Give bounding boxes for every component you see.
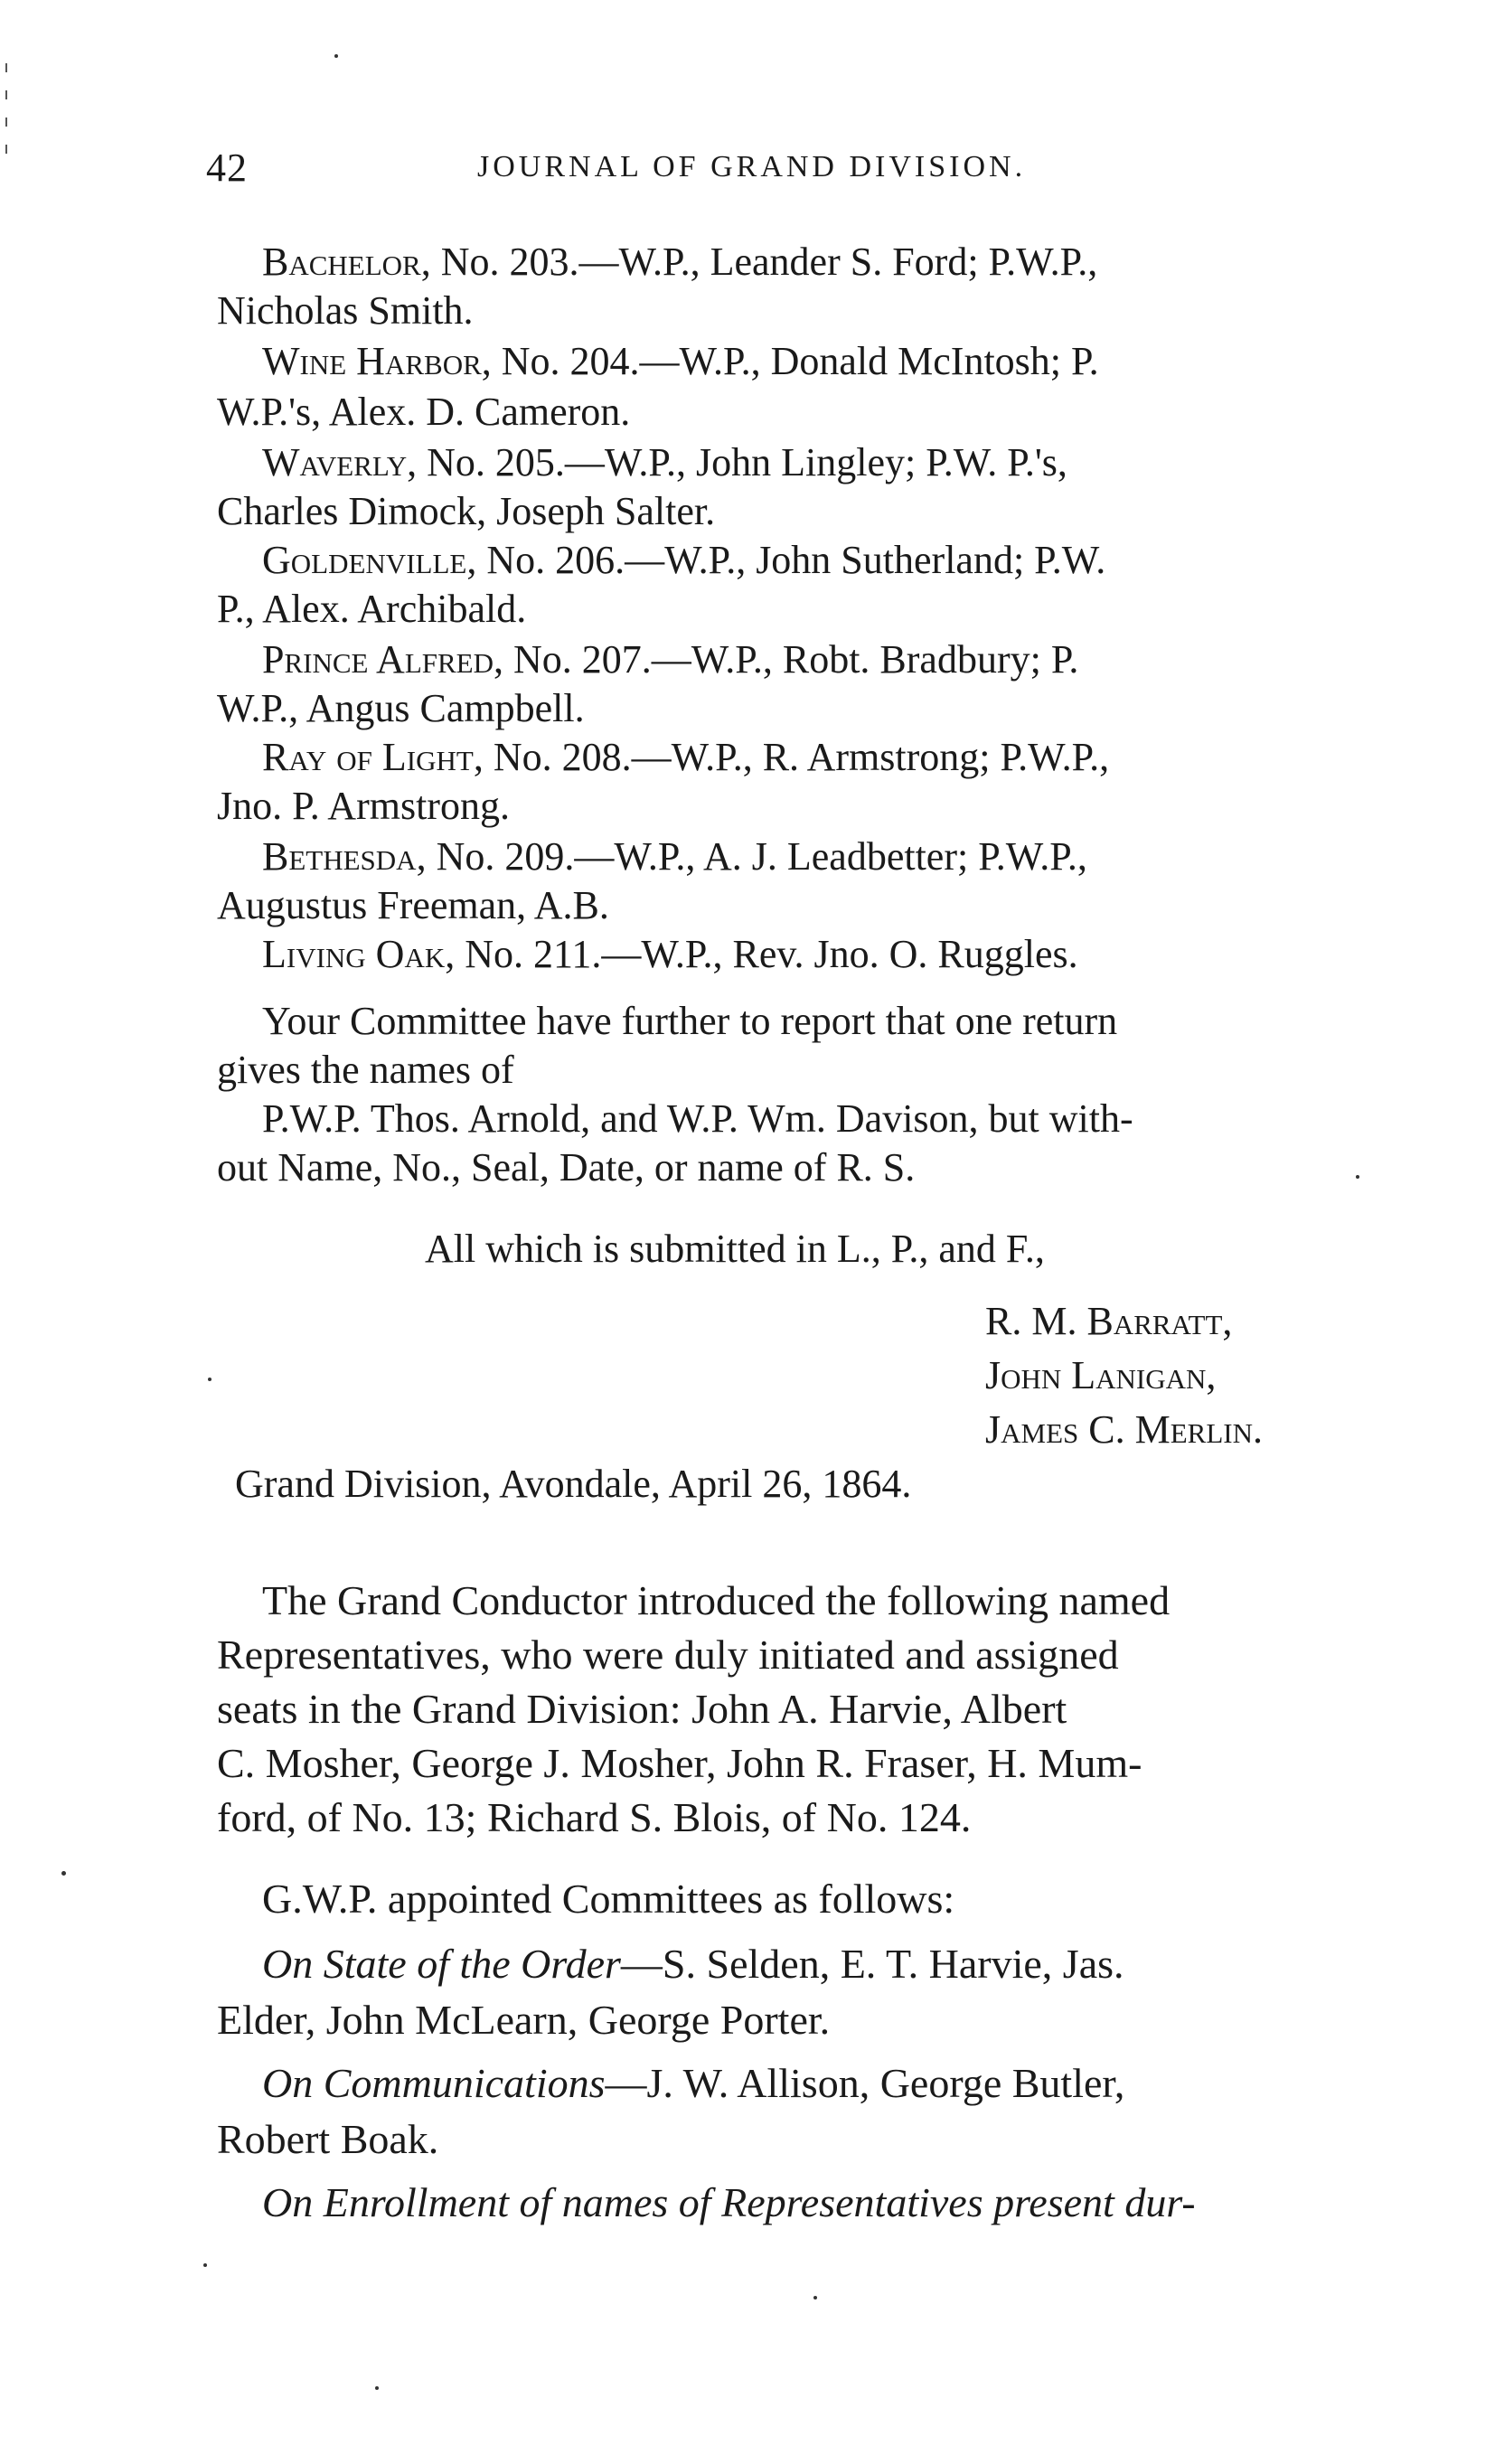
- committee-entry-continued: Elder, John McLearn, George Porter.: [217, 1997, 831, 2043]
- committee-entry: On Enrollment of names of Representatives present dur-: [262, 2179, 1196, 2225]
- page-number: 42: [206, 146, 248, 190]
- division-entry: [262, 637, 1079, 682]
- introduction-line: C. Mosher, George J. Mosher, John R. Fraser, H. Mum-: [217, 1740, 1142, 1786]
- division-entry: [262, 538, 1106, 582]
- division-entry-continued: P., Alex. Archibald.: [217, 587, 527, 631]
- division-officers: , No. 206.—W.P., John Sutherland; P.W.: [466, 538, 1106, 582]
- division-officers: , No. 203.—W.P., Leander S. Ford; P.W.P.,: [420, 240, 1098, 284]
- division-entry: [262, 339, 1099, 383]
- division-name: Prince Alfred: [262, 637, 494, 682]
- running-head: JOURNAL OF GRAND DIVISION.: [477, 150, 1027, 183]
- division-entry-continued: Augustus Freeman, A.B.: [217, 883, 609, 927]
- scan-edge-mark: [5, 90, 7, 99]
- print-speck: [203, 2263, 207, 2267]
- introduction-line: seats in the Grand Division: John A. Harvie, Albert: [217, 1686, 1067, 1732]
- print-speck: [208, 1378, 212, 1381]
- committee-title: On Communications: [262, 2060, 606, 2106]
- scan-edge-mark: [5, 145, 7, 154]
- place-date: Grand Division, Avondale, April 26, 1864.: [235, 1462, 912, 1506]
- report-paragraph-line: P.W.P. Thos. Arnold, and W.P. Wm. Davison, but with-: [262, 1096, 1133, 1141]
- division-entry-continued: W.P., Angus Campbell.: [217, 686, 585, 730]
- introduction-line: Representatives, who were duly initiated and assigned: [217, 1632, 1119, 1678]
- division-entry-continued: Jno. P. Armstrong.: [217, 784, 510, 828]
- division-officers: , No. 207.—W.P., Robt. Bradbury; P.: [494, 637, 1079, 682]
- committee-title: On State of the Order: [262, 1941, 621, 1987]
- division-name: Ray of Light: [262, 735, 474, 779]
- scan-edge-mark: [5, 63, 7, 72]
- scan-edge-mark: [5, 118, 7, 127]
- introduction-line: The Grand Conductor introduced the following named: [262, 1577, 1171, 1623]
- division-entry: [262, 932, 1078, 976]
- print-speck: [813, 2296, 817, 2299]
- report-paragraph-line: Your Committee have further to report that one return: [262, 999, 1118, 1043]
- division-officers: , No. 205.—W.P., John Lingley; P.W. P.'s,: [407, 440, 1067, 484]
- committee-members: —S. Selden, E. T. Harvie, Jas.: [620, 1941, 1124, 1987]
- signatory: John Lanigan,: [985, 1353, 1217, 1397]
- division-entry-continued: W.P.'s, Alex. D. Cameron.: [217, 390, 631, 434]
- signatory: R. M. Barratt,: [985, 1299, 1233, 1343]
- division-name: Bethesda: [262, 834, 417, 879]
- division-officers: , No. 209.—W.P., A. J. Leadbetter; P.W.P.,: [416, 834, 1087, 879]
- division-name: Waverly: [262, 440, 408, 484]
- division-name: Goldenville: [262, 538, 467, 582]
- page-header: [206, 145, 1426, 199]
- division-entry: [262, 440, 1067, 484]
- report-paragraph-line: out Name, No., Seal, Date, or name of R. S.: [217, 1145, 916, 1190]
- committee-entry-continued: Robert Boak.: [217, 2116, 439, 2162]
- print-speck: [61, 1871, 66, 1876]
- division-name: Living Oak: [262, 932, 446, 976]
- signatory: James C. Merlin.: [985, 1407, 1263, 1452]
- print-speck: [334, 54, 338, 58]
- division-entry: [262, 834, 1087, 879]
- division-officers: , No. 208.—W.P., R. Armstrong; P.W.P.,: [473, 735, 1110, 779]
- print-speck: [1356, 1175, 1359, 1179]
- print-speck: [375, 2386, 379, 2390]
- division-entry: [262, 735, 1110, 779]
- committees-intro: G.W.P. appointed Committees as follows:: [262, 1876, 955, 1922]
- division-entry-continued: Nicholas Smith.: [217, 288, 474, 333]
- division-entry-continued: Charles Dimock, Joseph Salter.: [217, 489, 716, 533]
- report-paragraph-line: gives the names of: [217, 1048, 514, 1092]
- committee-entry: [262, 1943, 1124, 1985]
- division-officers: , No. 211.—W.P., Rev. Jno. O. Ruggles.: [445, 932, 1078, 976]
- introduction-line: ford, of No. 13; Richard S. Blois, of No. 124.: [217, 1794, 972, 1840]
- division-officers: , No. 204.—W.P., Donald McIntosh; P.: [481, 339, 1099, 383]
- committee-members: —J. W. Allison, George Butler,: [605, 2060, 1125, 2106]
- division-entry: [262, 242, 1097, 282]
- division-name: Wine Harbor: [262, 339, 482, 383]
- closing-statement: All which is submitted in L., P., and F.,: [425, 1227, 1045, 1271]
- division-name: Bachelor: [262, 240, 421, 284]
- committee-entry: [262, 2060, 1125, 2106]
